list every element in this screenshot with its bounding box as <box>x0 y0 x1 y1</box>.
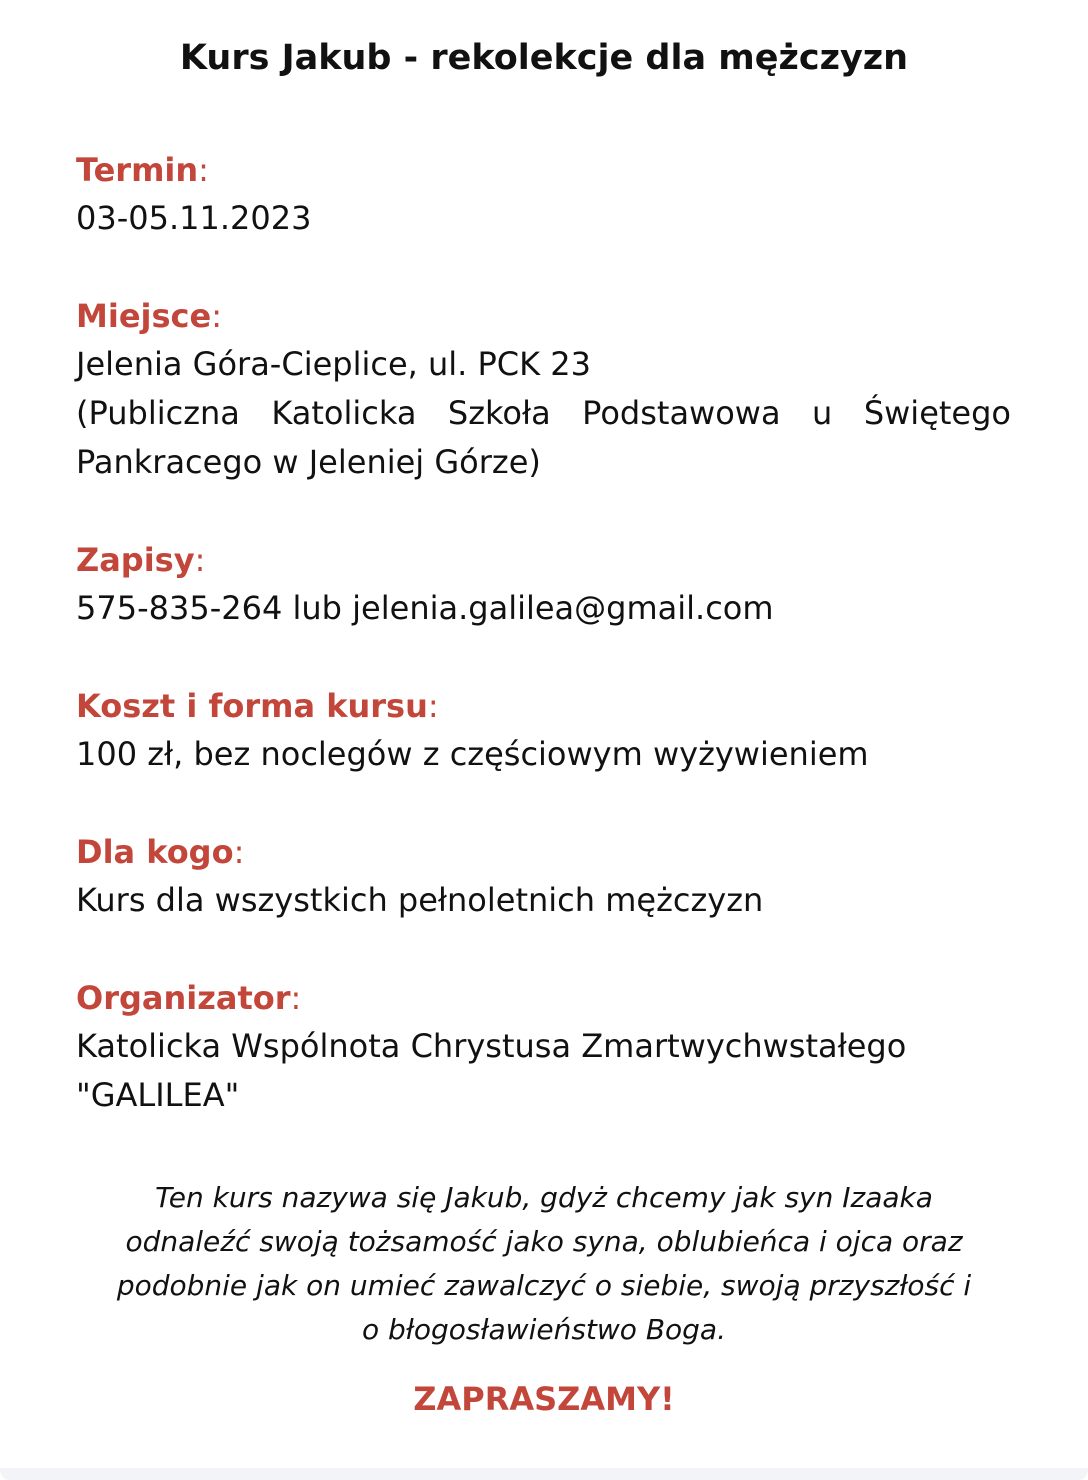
section-dla-kogo <box>76 828 1011 925</box>
section-heading <box>76 536 1011 584</box>
quote-line: podobnie jak on umieć zawalczyć o siebie, swoją przyszłość i <box>116 1269 972 1302</box>
contact-value: 575-835-264 lub jelenia.galilea@gmail.com <box>76 589 774 627</box>
description-quote <box>60 1176 1028 1352</box>
invitation-text: ZAPRASZAMY! <box>413 1380 675 1418</box>
section-zapisy <box>76 536 1011 633</box>
bottom-divider <box>0 1468 1088 1480</box>
organizer-line: Katolicka Wspólnota Chrystusa Zmartwychwstałego <box>76 1027 907 1065</box>
quote-line: Ten kurs nazywa się Jakub, gdyż chcemy jak syn Izaaka <box>155 1181 933 1214</box>
section-heading <box>76 682 1011 730</box>
section-label: Zapisy <box>76 541 195 579</box>
organizer-line: "GALILEA" <box>76 1076 240 1114</box>
date-value: 03-05.11.2023 <box>76 199 312 237</box>
section-label: Koszt i forma kursu <box>76 687 428 725</box>
section-termin <box>76 146 1011 243</box>
info-sections <box>76 146 1011 1169</box>
section-koszt <box>76 682 1011 779</box>
venue-line: Pankracego w Jeleniej Górze) <box>76 443 541 481</box>
section-heading <box>76 828 1011 876</box>
section-label: Termin <box>76 151 199 189</box>
section-colon: : <box>194 541 206 579</box>
section-label: Organizator <box>76 979 291 1017</box>
section-colon: : <box>290 979 302 1017</box>
section-colon: : <box>198 151 209 189</box>
section-label: Miejsce <box>76 297 212 335</box>
section-colon: : <box>427 687 439 725</box>
section-colon: : <box>233 833 245 871</box>
section-miejsce <box>76 292 1011 487</box>
section-heading <box>76 146 1011 194</box>
section-label: Dla kogo <box>76 833 234 871</box>
audience-value: Kurs dla wszystkich pełnoletnich mężczyzn <box>76 881 764 919</box>
section-colon: : <box>211 297 222 335</box>
section-heading <box>76 974 1011 1022</box>
venue-line: (Publiczna Katolicka Szkoła Podstawowa u Świętego <box>76 394 1011 432</box>
quote-line: o błogosławieństwo Boga. <box>362 1313 726 1346</box>
section-heading <box>76 292 1011 340</box>
quote-line: odnaleźć swoją tożsamość jako syna, oblubieńca i ojca oraz <box>125 1225 963 1258</box>
section-organizator <box>76 974 1011 1120</box>
cost-value: 100 zł, bez noclegów z częściowym wyżywieniem <box>76 735 869 773</box>
page-title: Kurs Jakub - rekolekcje dla mężczyzn <box>179 38 909 78</box>
address-line: Jelenia Góra-Cieplice, ul. PCK 23 <box>76 345 592 383</box>
